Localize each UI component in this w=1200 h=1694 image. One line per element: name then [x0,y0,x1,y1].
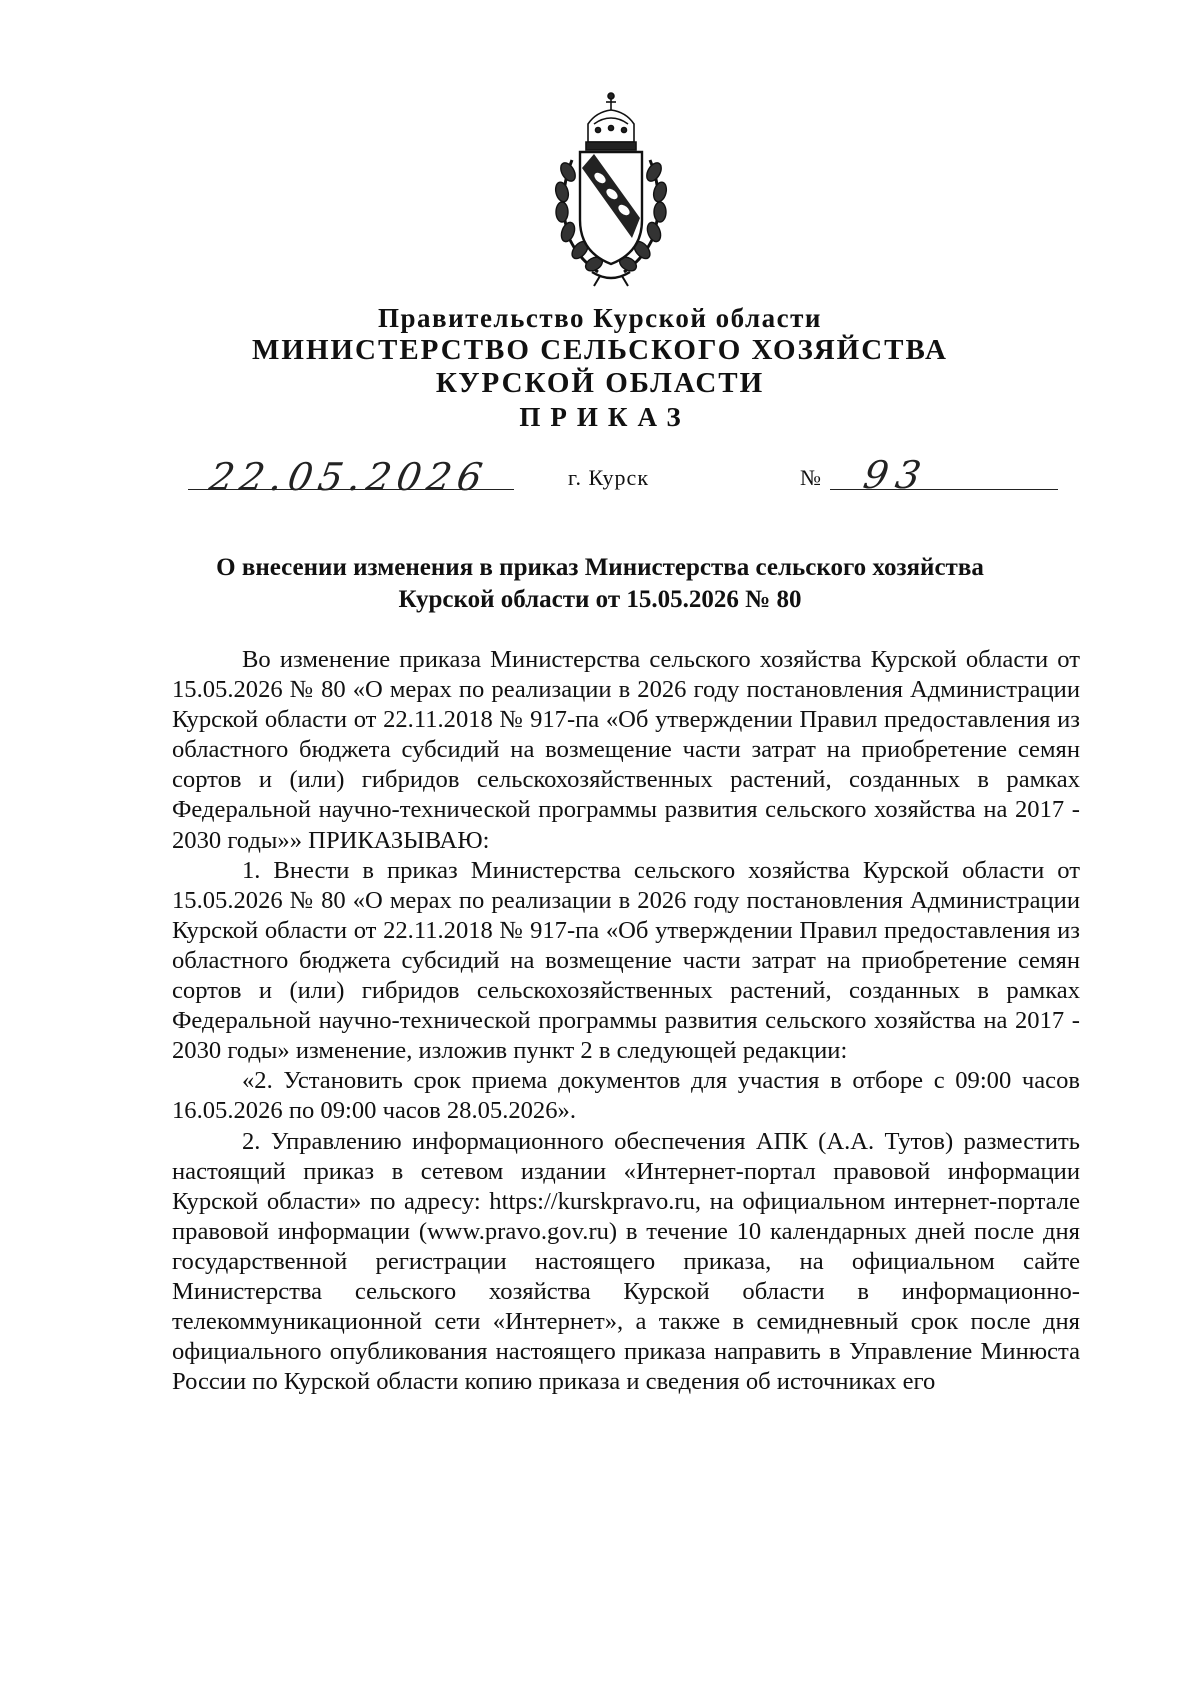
number-sign: № [800,465,821,490]
preamble-paragraph: Во изменение приказа Министерства сельского хозяйства Курской области от 15.05.2026 № 80 «О мерах по реализации в 2026 году постановления Администрации Курской области от 22.11.2018 № 917-па «Об утверждении Правил предоставления из областного бюджета субсидий на возмещение части затрат на приобретение семян сортов и (или) гибридов сельскохозяйственных растений, созданных в рамках Федеральной научно-технической программы развития сельского хозяйства на 2017 - 2030 годы»» ПРИКАЗЫВАЮ: [172,646,1080,854]
document-type-title: ПРИКАЗ [519,402,691,432]
clause-1-quoted-paragraph: «2. Установить срок приема документов для участия в отборе с 09:00 часов 16.05.2026 по 09:00 часов 28.05.2026». [172,1067,1080,1125]
handwritten-date: 22.05.2026 [206,455,492,499]
handwritten-number: 93 [860,453,933,497]
subject-line-1: О внесении изменения в приказ Министерства сельского хозяйства [216,554,984,581]
kursk-coat-of-arms-emblem [536,90,686,290]
order-body [172,645,1080,1397]
clause-2-paragraph: 2. Управлению информационного обеспечения АПК (А.А. Тутов) разместить настоящий приказ в сетевом издании «Интернет-портал правовой информации Курской области» по адресу: https://kurskpravo.ru, на официальном интернет-портале правовой информации (www.pravo.gov.ru) в течение 10 календарных дней после дня государственной регистрации настоящего приказа, на официальном сайте Министерства сельского хозяйства Курской области в информационно-телекоммуникационной сети «Интернет», а также в семидневный срок после дня официального опубликования настоящего приказа направить в Управление Минюста России по Курской области копию приказа и сведения об источниках его [172,1127,1080,1396]
subject-line-2: Курской области от 15.05.2026 № 80 [398,586,802,613]
ministry-title: МИНИСТЕРСТВО СЕЛЬСКОГО ХОЗЯЙСТВА [252,334,948,366]
government-title: Правительство Курской области [378,303,822,333]
city-label: г. Курск [568,465,650,490]
number-underline [830,489,1058,490]
region-title: КУРСКОЙ ОБЛАСТИ [435,367,765,399]
date-underline [188,489,514,490]
clause-1-paragraph: 1. Внести в приказ Министерства сельского хозяйства Курской области от 15.05.2026 № 80 «О мерах по реализации в 2026 году постановления Администрации Курской области от 22.11.2018 № 917-па «Об утверждении Правил предоставления из областного бюджета субсидий на возмещение части затрат на приобретение семян сортов и (или) гибридов сельскохозяйственных растений, созданных в рамках Федеральной научно-технической программы развития сельского хозяйства на 2017 - 2030 годы» изменение, изложив пункт 2 в следующей редакции: [172,856,1080,1065]
